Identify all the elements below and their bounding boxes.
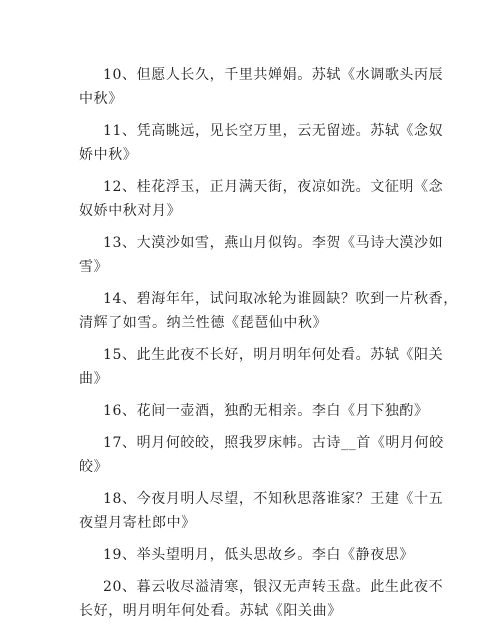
quote-line: 曲》	[79, 371, 109, 387]
quote-line: 14、碧海年年，试问取冰轮为谁圆缺？吹到一片秋香，	[103, 291, 458, 307]
quote-item-18	[79, 487, 444, 535]
quote-line: 15、此生此夜不长好，明月明年何处看。苏轼《阳关	[103, 347, 444, 363]
quote-item-16	[103, 399, 429, 423]
quote-line: 娇中秋》	[79, 147, 138, 163]
quote-line: 中秋》	[79, 91, 123, 107]
quote-item-14	[79, 287, 458, 335]
quote-line: 清辉了如雪。纳兰性德《琵琶仙中秋》	[79, 315, 328, 331]
quote-item-11	[79, 119, 444, 167]
quote-line: 13、大漠沙如雪，燕山月似钩。李贺《马诗大漠沙如	[103, 235, 444, 251]
quote-item-12	[79, 175, 444, 223]
quote-line: 19、举头望明月，低头思故乡。李白《静夜思》	[103, 547, 415, 563]
quote-item-13	[79, 231, 444, 279]
quote-line: 16、花间一壶酒，独酌无相亲。李白《月下独酌》	[103, 403, 429, 419]
quote-line: 夜望月寄杜郎中》	[79, 515, 196, 531]
quote-line: 18、今夜月明人尽望，不知秋思落谁家？王建《十五	[103, 491, 444, 507]
quote-line: 长好，明月明年何处看。苏轼《阳关曲》	[79, 603, 342, 619]
quote-line: 11、凭高眺远，见长空万里，云无留迹。苏轼《念奴	[103, 123, 444, 139]
quote-line: 12、桂花浮玉，正月满天街，夜凉如洗。文征明《念	[103, 179, 444, 195]
quote-line: 10、但愿人长久，千里共婵娟。苏轼《水调歌头丙辰	[103, 67, 444, 83]
quote-line: 20、暮云收尽溢清寒，银汉无声转玉盘。此生此夜不	[103, 579, 444, 595]
quote-item-10	[79, 63, 444, 111]
quote-line: 皎》	[79, 459, 109, 475]
quote-line: 雪》	[79, 259, 109, 275]
quote-item-17	[79, 431, 444, 479]
quote-line: 奴娇中秋对月》	[79, 203, 182, 219]
quote-item-19	[103, 543, 423, 567]
quote-line: 17、明月何皎皎，照我罗床帏。古诗__首《明月何皎	[103, 435, 444, 451]
quote-list	[79, 63, 458, 631]
quote-item-15	[79, 343, 444, 391]
quote-item-20	[79, 575, 444, 623]
